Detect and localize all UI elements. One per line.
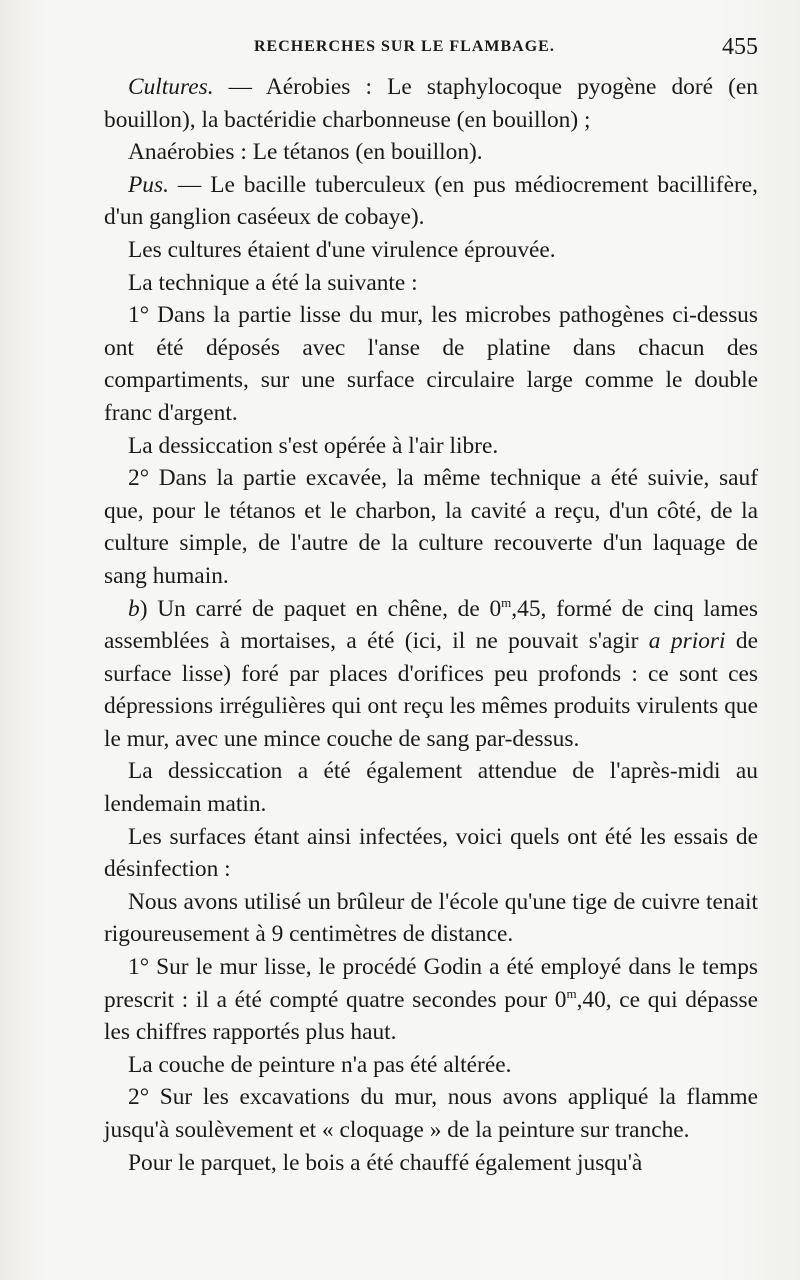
page-number: 455 (722, 34, 758, 60)
label-cultures: Cultures. (128, 74, 214, 100)
paragraph-excavations: 2° Sur les excavations du mur, nous avons appliqué la flamme jusqu'à soulèvement et « cloquage » de la peinture sur tranche. (104, 1084, 758, 1143)
running-head (104, 34, 758, 64)
paragraph-mur-lisse: 1° Sur le mur lisse, le procédé Godin a été employé dans le temps prescrit : il a été compté quatre secondes pour 0$^m$,40, ce qui dépasse les chiffres rapportés plus haut. (104, 954, 758, 1046)
paragraph-peinture: La couche de peinture n'a pas été altérée. (128, 1051, 512, 1078)
running-title: RECHERCHES SUR LE FLAMBAGE. (254, 38, 555, 55)
paragraph-dessiccation-2: La dessiccation a été également attendue de l'après-midi au lendemain matin. (104, 758, 758, 818)
paragraph-anaerobies: Anaérobies : Le tétanos (en bouillon). (128, 139, 483, 166)
paragraph-step-2: 2° Dans la partie excavée, la même technique a été suivie, sauf que, pour le tétanos et le charbon, la cavité a reçu, d'un côté, de la culture simple, de l'autre de la culture recouverte d'un laquage de sang humain. (104, 465, 758, 589)
paragraph-dessiccation-1: La dessiccation s'est opérée à l'air libre. (128, 432, 499, 459)
paragraph-step-1: 1° Dans la partie lisse du mur, les microbes pathogènes ci-dessus ont été déposés avec l'anse de platine dans chacun des compartiments, sur une surface circulaire large comme le double franc d'argent. (104, 302, 758, 426)
paragraph-parquet: b) Un carré de paquet en chêne, de 0$^m$,45, formé de cinq lames assemblées à mortaises, a été (ici, il ne pouvait s'agir a priori de surface lisse) foré par places d'orifices peu profonds : ce sont ces dépressions irrégulières qui ont reçu les mêmes produits virulents que le mur, avec une mince couche de sang par-dessus. (104, 594, 758, 752)
label-pus: Pus. (128, 171, 169, 198)
paragraph-parquet-chauffe: Pour le parquet, le bois a été chauffé également jusqu'à (128, 1149, 643, 1176)
paragraph-surfaces: Les surfaces étant ainsi infectées, voici quels ont été les essais de désinfection : (104, 823, 758, 883)
paragraph-cultures: Cultures. — Aérobies : Le staphylocoque pyogène doré (en bouillon), la bactéridie charbonneuse (en bouillon) ; (104, 74, 758, 133)
paragraph-pus: Pus. — Le bacille tuberculeux (en pus médiocrement bacillifère, d'un ganglion caséeux de cobaye). (104, 171, 758, 231)
paragraph-bruleur: Nous avons utilisé un brûleur de l'école qu'une tige de cuivre tenait rigoureusement à 9 centimètres de distance. (104, 888, 758, 948)
body-text (104, 71, 758, 1179)
paragraph-technique: La technique a été la suivante : (128, 269, 418, 296)
paragraph-virulence: Les cultures étaient d'une virulence éprouvée. (128, 236, 556, 263)
